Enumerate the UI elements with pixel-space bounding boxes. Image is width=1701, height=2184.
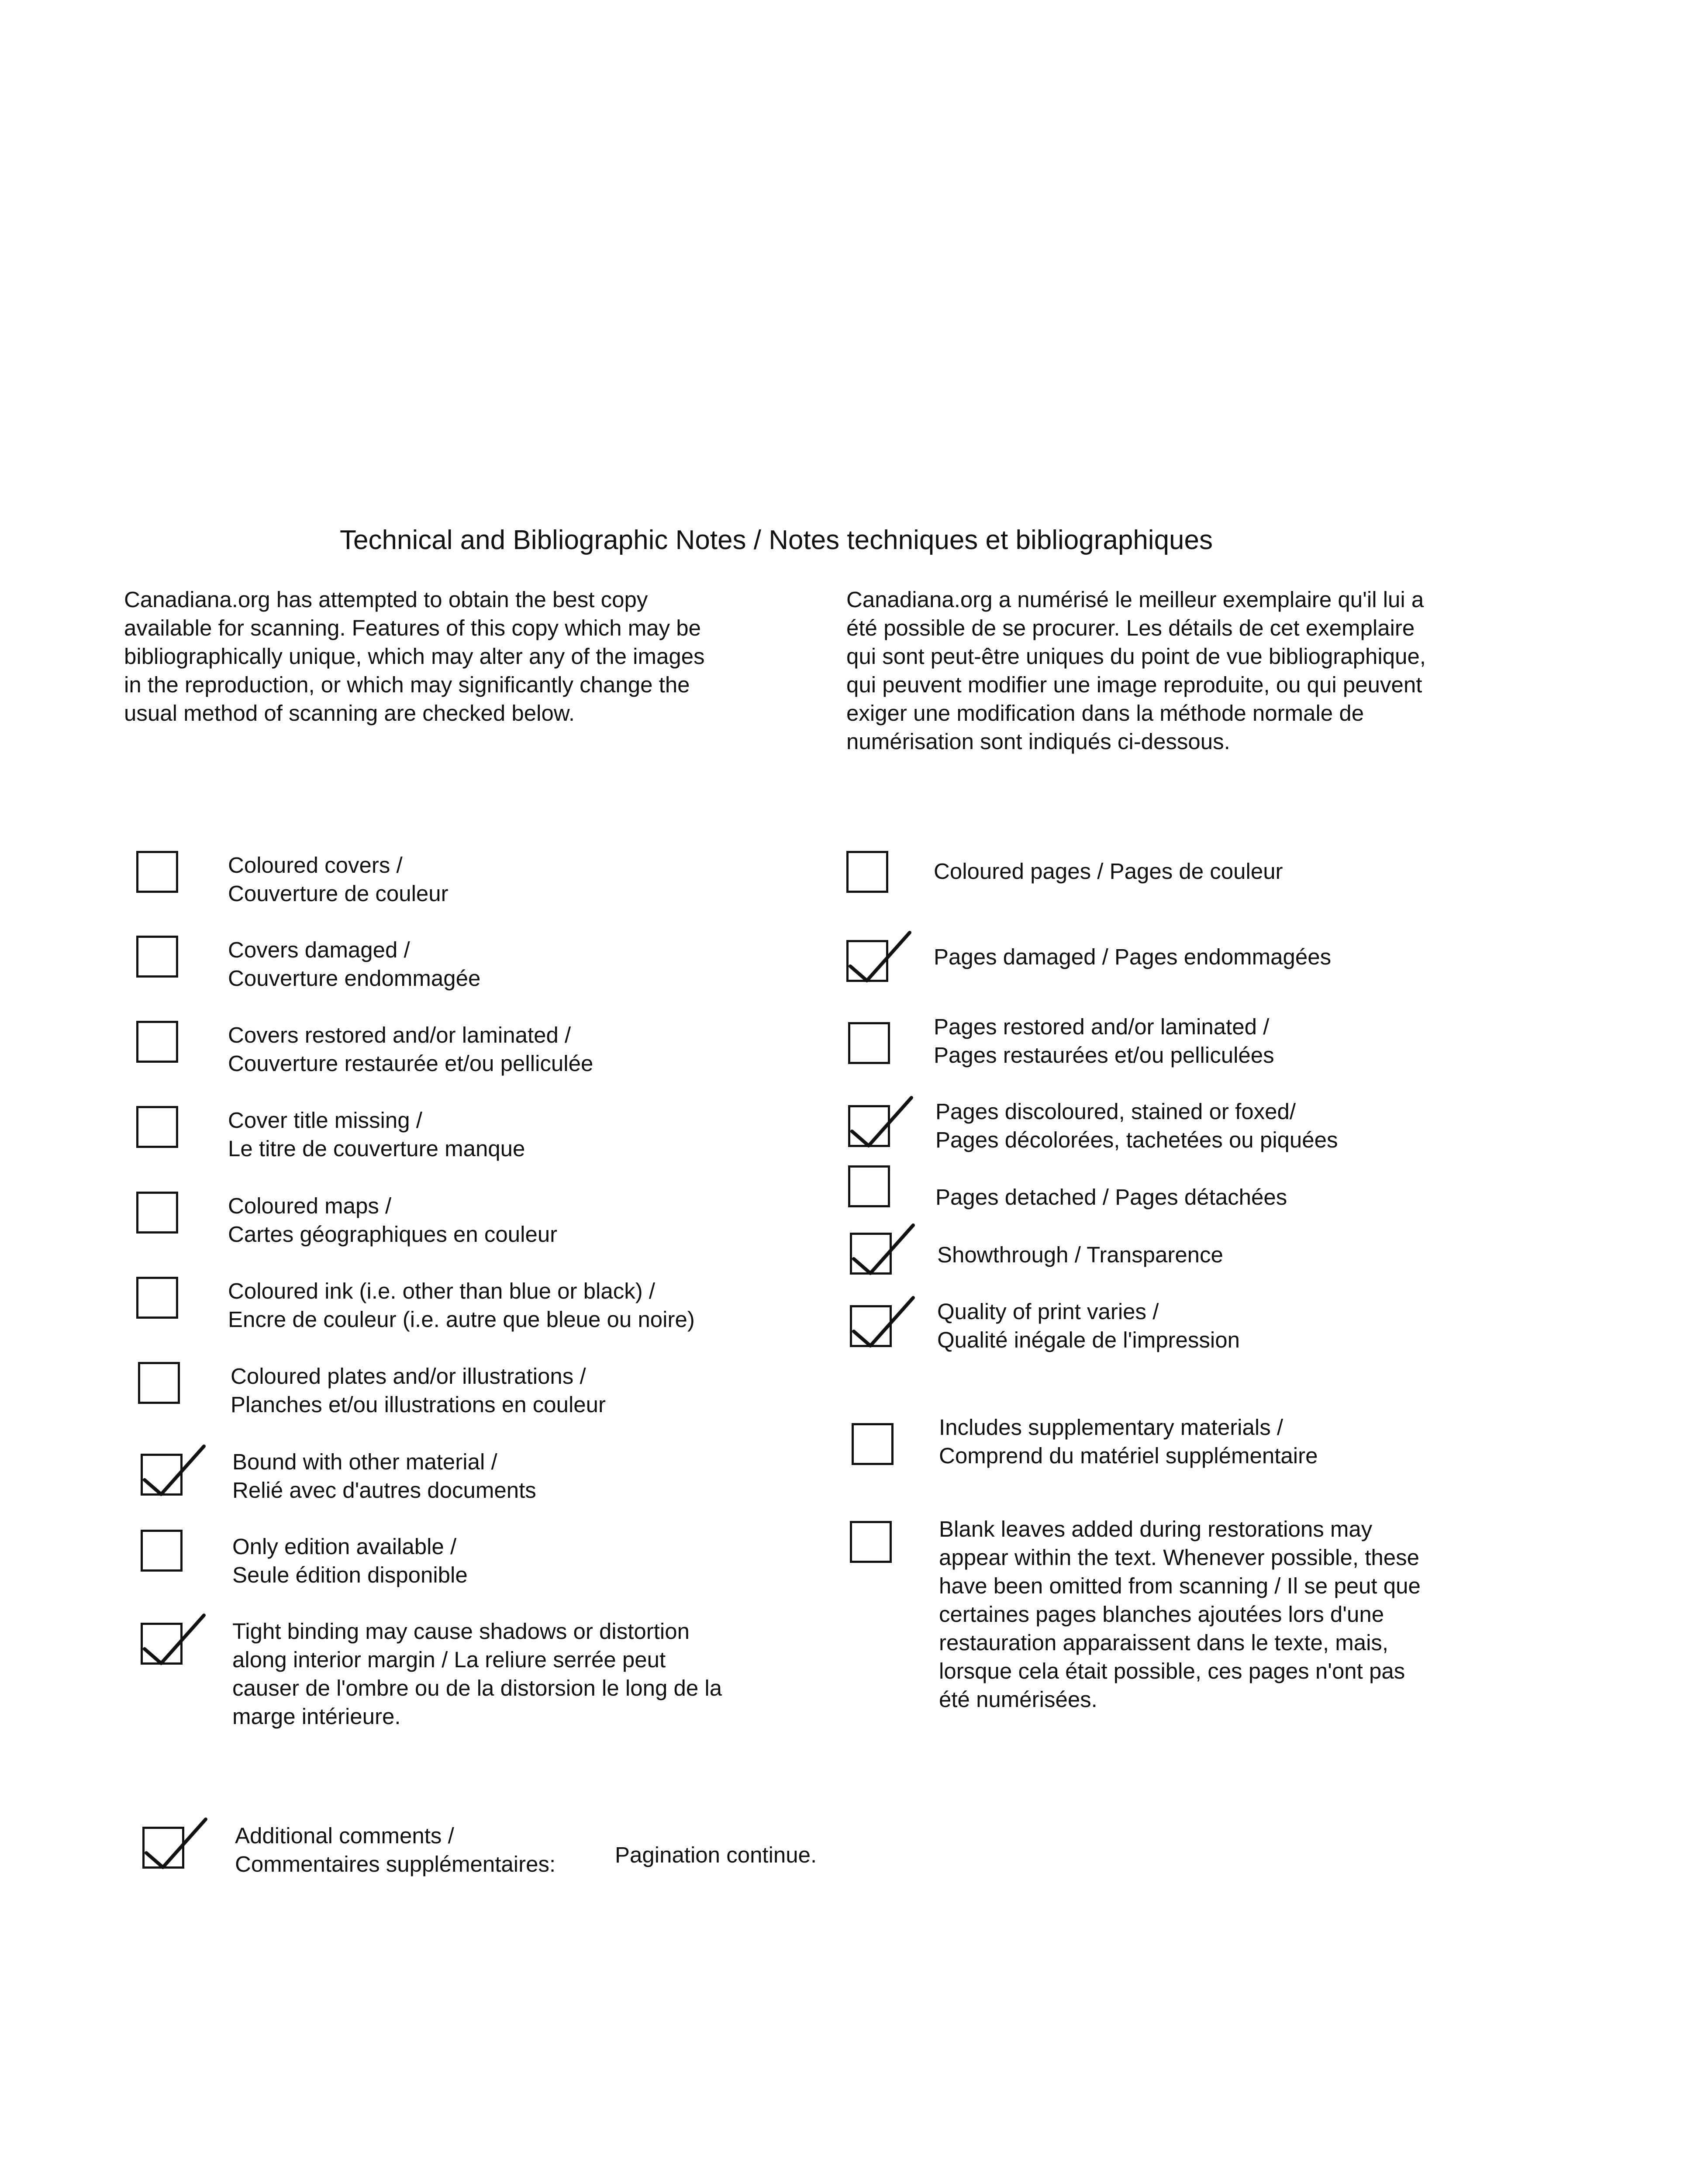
label-bound-with-other: Bound with other material / Relié avec d'autres documents — [232, 1449, 536, 1503]
checkbox-cover-title-missing[interactable] — [136, 1106, 178, 1148]
page-title: Technical and Bibliographic Notes / Notes techniques et bibliographiques — [340, 525, 1213, 555]
label-coloured-ink: Coloured ink (i.e. other than blue or black) / Encre de couleur (i.e. autre que bleue ou noire) — [228, 1279, 695, 1332]
checkbox-tight-binding[interactable] — [141, 1623, 183, 1665]
check-mark-icon — [846, 1090, 920, 1160]
check-mark-icon — [138, 1438, 213, 1508]
checkbox-covers-damaged[interactable] — [136, 936, 178, 978]
check-mark-icon — [844, 925, 918, 995]
label-pages-damaged: Pages damaged / Pages endommagées — [934, 944, 1332, 969]
check-mark-icon — [848, 1290, 922, 1360]
label-covers-damaged: Covers damaged / Couverture endommagée — [228, 937, 481, 991]
label-showthrough: Showthrough / Transparence — [937, 1242, 1223, 1267]
checkbox-covers-restored[interactable] — [136, 1021, 178, 1063]
checkbox-coloured-pages[interactable] — [846, 851, 888, 893]
intro-english: Canadiana.org has attempted to obtain the best copy available for scanning. Features of this copy which may be bibliographically unique, which may alter any of the images in the reproduction, or which may significantly change the usual method of scanning are checked below. — [124, 587, 705, 726]
checkbox-coloured-covers[interactable] — [136, 851, 178, 893]
label-pages-detached: Pages detached / Pages détachées — [935, 1185, 1287, 1209]
label-coloured-pages: Coloured pages / Pages de couleur — [934, 859, 1283, 884]
check-mark-icon — [848, 1217, 922, 1287]
checkbox-coloured-maps[interactable] — [136, 1192, 178, 1234]
label-supplementary-materials: Includes supplementary materials / Comprend du matériel supplémentaire — [939, 1415, 1318, 1468]
label-pages-discoloured: Pages discoloured, stained or foxed/ Pages décolorées, tachetées ou piquées — [935, 1099, 1338, 1152]
checkbox-pages-detached[interactable] — [848, 1165, 890, 1207]
check-mark-icon — [138, 1607, 213, 1677]
checkbox-coloured-plates[interactable] — [138, 1362, 180, 1404]
additional-comments-value: Pagination continue. — [615, 1842, 817, 1867]
checkbox-only-edition[interactable] — [141, 1530, 183, 1572]
label-quality-of-print: Quality of print varies / Qualité inégale de l'impression — [937, 1299, 1240, 1352]
label-coloured-maps: Coloured maps / Cartes géographiques en couleur — [228, 1193, 558, 1247]
label-cover-title-missing: Cover title missing / Le titre de couverture manque — [228, 1108, 525, 1161]
label-coloured-covers: Coloured covers / Couverture de couleur — [228, 853, 449, 906]
label-only-edition: Only edition available / Seule édition disponible — [232, 1534, 468, 1587]
label-tight-binding: Tight binding may cause shadows or distortion along interior margin / La reliure serrée peut causer de l'ombre ou de la distorsion le long de la marge intérieure. — [232, 1619, 722, 1729]
checkbox-coloured-ink[interactable] — [136, 1277, 178, 1319]
label-blank-leaves: Blank leaves added during restorations may appear within the text. Whenever possible, these have been omitted from scanning / Il se peut que certaines pages blanches ajoutées lors d'une restauration apparaissent dans le texte, mais, lorsque cela était possible, ces pages n'ont pas été numérisées. — [939, 1517, 1421, 1712]
checkbox-bound-with-other[interactable] — [141, 1454, 183, 1496]
checkbox-blank-leaves[interactable] — [850, 1521, 892, 1563]
label-coloured-plates: Coloured plates and/or illustrations / Planches et/ou illustrations en couleur — [231, 1364, 606, 1417]
label-covers-restored: Covers restored and/or laminated / Couverture restaurée et/ou pelliculée — [228, 1023, 593, 1076]
checkbox-quality-of-print[interactable] — [850, 1305, 892, 1347]
label-additional-comments: Additional comments / Commentaires supplémentaires: — [235, 1823, 556, 1876]
check-mark-icon — [140, 1811, 214, 1881]
checkbox-showthrough[interactable] — [850, 1233, 892, 1275]
checkbox-pages-damaged[interactable] — [846, 940, 888, 982]
checkbox-supplementary-materials[interactable] — [852, 1423, 894, 1465]
checkbox-pages-discoloured[interactable] — [848, 1105, 890, 1147]
label-pages-restored: Pages restored and/or laminated / Pages restaurées et/ou pelliculées — [934, 1014, 1274, 1068]
checkbox-additional-comments[interactable] — [142, 1827, 184, 1869]
intro-french: Canadiana.org a numérisé le meilleur exemplaire qu'il lui a été possible de se procurer. Les détails de cet exemplaire qui sont peut-être uniques du point de vue bibliographique, qui peuvent modifier une image reproduite, ou qui peuvent exiger une modification dans la méthode normale de numérisation sont indiqués ci-dessous. — [846, 587, 1426, 754]
checkbox-pages-restored[interactable] — [848, 1022, 890, 1064]
